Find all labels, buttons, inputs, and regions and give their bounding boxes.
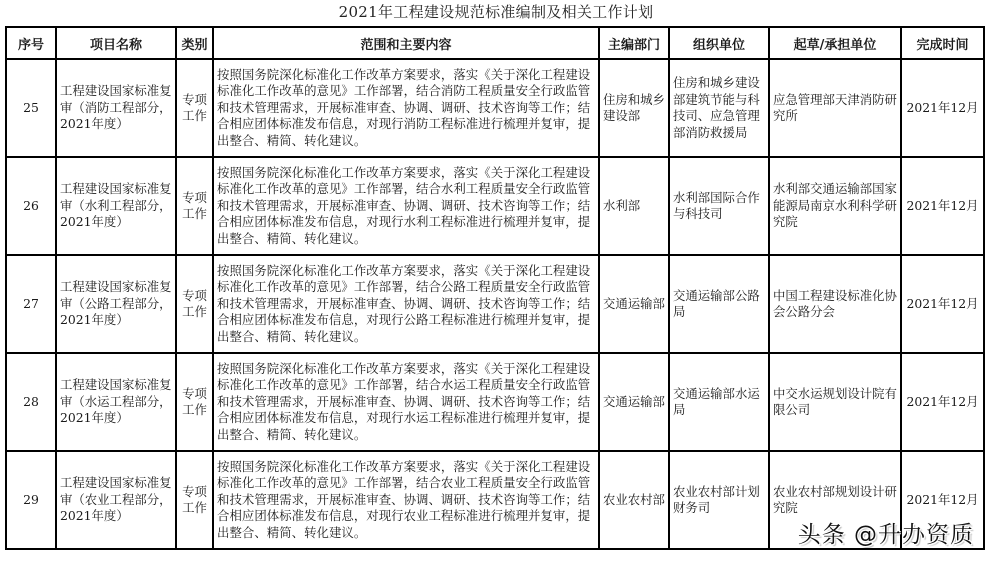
table-row [6,157,984,255]
category: 专项工作 [176,451,213,549]
drafting-unit: 农业农村部规划设计研究院 [769,451,901,549]
lead-department: 住房和城乡建设部 [599,59,669,157]
completion-time: 2021年12月 [901,59,984,157]
lead-department: 交通运输部 [599,255,669,353]
work-plan-table [5,26,985,550]
project-name: 工程建设国家标准复审（公路工程部分，2021年度） [56,255,176,353]
table-header-row [6,27,984,59]
scope-content: 按照国务院深化标准化工作改革方案要求，落实《关于深化工程建设标准化工作改革的意见》工作部署，结合水运工程质量安全行政监管和技术管理需求，开展标准审查、协调、调研、技术咨询等工作；结合相应团体标准发布信息，对现行水运工程标准进行梳理并复审，提出整合、精简、转化建议。 [213,353,599,451]
project-name: 工程建设国家标准复审（消防工程部分，2021年度） [56,59,176,157]
completion-time: 2021年12月 [901,255,984,353]
lead-department: 农业农村部 [599,451,669,549]
lead-department: 水利部 [599,157,669,255]
lead-department: 交通运输部 [599,353,669,451]
header-serial-number: 序号 [6,27,56,59]
header-drafting-unit: 起草/承担单位 [769,27,901,59]
scope-content: 按照国务院深化标准化工作改革方案要求，落实《关于深化工程建设标准化工作改革的意见》工作部署，结合公路工程质量安全行政监管和技术管理需求，开展标准审查、协调、调研、技术咨询等工作；结合相应团体标准发布信息，对现行公路工程标准进行梳理并复审，提出整合、精简、转化建议。 [213,255,599,353]
scope-content: 按照国务院深化标准化工作改革方案要求，落实《关于深化工程建设标准化工作改革的意见》工作部署，结合水利工程质量安全行政监管和技术管理需求，开展标准审查、协调、调研、技术咨询等工作；结合相应团体标准发布信息，对现行水利工程标准进行梳理并复审，提出整合、精简、转化建议。 [213,157,599,255]
serial-number: 25 [6,59,56,157]
table-row [6,59,984,157]
header-completion-time: 完成时间 [901,27,984,59]
serial-number: 29 [6,451,56,549]
serial-number: 28 [6,353,56,451]
completion-time: 2021年12月 [901,353,984,451]
organizing-unit: 农业农村部计划财务司 [669,451,769,549]
drafting-unit: 水利部交通运输部国家能源局南京水利科学研究院 [769,157,901,255]
header-lead-department: 主编部门 [599,27,669,59]
completion-time: 2021年12月 [901,451,984,549]
project-name: 工程建设国家标准复审（农业工程部分，2021年度） [56,451,176,549]
scope-content: 按照国务院深化标准化工作改革方案要求，落实《关于深化工程建设标准化工作改革的意见》工作部署，结合消防工程质量安全行政监管和技术管理需求，开展标准审查、协调、调研、技术咨询等工作；结合相应团体标准发布信息，对现行消防工程标准进行梳理并复审，提出整合、精简、转化建议。 [213,59,599,157]
category: 专项工作 [176,255,213,353]
organizing-unit: 水利部国际合作与科技司 [669,157,769,255]
organizing-unit: 交通运输部水运局 [669,353,769,451]
header-category: 类别 [176,27,213,59]
completion-time: 2021年12月 [901,157,984,255]
category: 专项工作 [176,353,213,451]
table-row [6,255,984,353]
project-name: 工程建设国家标准复审（水利工程部分，2021年度） [56,157,176,255]
category: 专项工作 [176,59,213,157]
document-title: 2021年工程建设规范标准编制及相关工作计划 [338,3,654,21]
organizing-unit: 交通运输部公路局 [669,255,769,353]
project-name: 工程建设国家标准复审（水运工程部分，2021年度） [56,353,176,451]
header-scope-content: 范围和主要内容 [213,27,599,59]
watermark: 头条 @升办资质 [797,522,974,548]
table-row [6,353,984,451]
serial-number: 26 [6,157,56,255]
header-organizing-unit: 组织单位 [669,27,769,59]
drafting-unit: 中国工程建设标准化协会公路分会 [769,255,901,353]
organizing-unit: 住房和城乡建设部建筑节能与科技司、应急管理部消防救援局 [669,59,769,157]
category: 专项工作 [176,157,213,255]
serial-number: 27 [6,255,56,353]
drafting-unit: 中交水运规划设计院有限公司 [769,353,901,451]
drafting-unit: 应急管理部天津消防研究所 [769,59,901,157]
header-project-name: 项目名称 [56,27,176,59]
scope-content: 按照国务院深化标准化工作改革方案要求，落实《关于深化工程建设标准化工作改革的意见》工作部署，结合农业工程质量安全行政监管和技术管理需求，开展标准审查、协调、调研、技术咨询等工作；结合相应团体标准发布信息，对现行农业工程标准进行梳理并复审，提出整合、精简、转化建议。 [213,451,599,549]
